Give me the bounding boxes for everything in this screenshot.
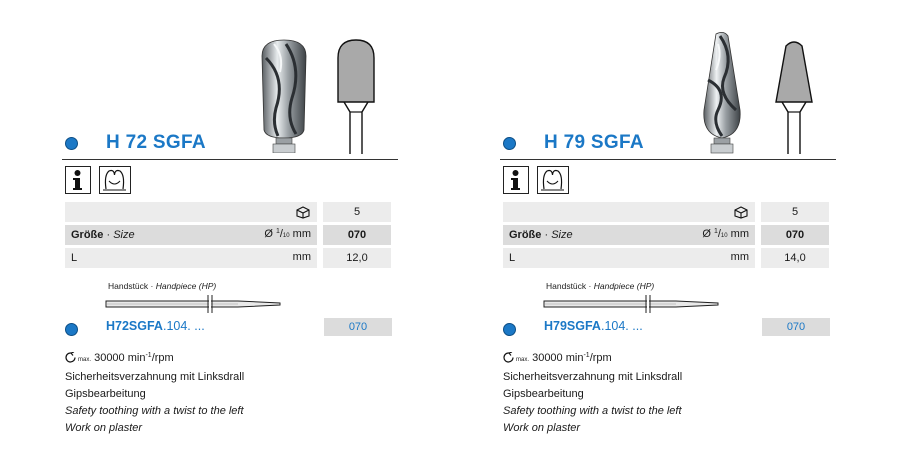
order-row <box>62 316 398 338</box>
order-code: H72SGFA.104. ... <box>106 319 205 333</box>
size-value: 070 <box>323 225 391 245</box>
handpiece-label: Handstück · Handpiece (HP) <box>108 281 217 291</box>
model-title-row <box>62 130 398 160</box>
handpiece-shank-drawing <box>542 293 722 315</box>
handpiece-label: Handstück · Handpiece (HP) <box>546 281 655 291</box>
size-row: Größe · Size Ø $^1$/10 mm 070 <box>503 225 829 245</box>
info-icon <box>65 166 91 194</box>
size-label-en: Size <box>551 229 573 241</box>
order-row <box>500 316 836 338</box>
package-icon <box>295 205 311 219</box>
note-en-1: Safety toothing with a twist to the left <box>503 405 682 417</box>
note-en-2: Work on plaster <box>65 422 143 434</box>
size-value: 070 <box>761 225 829 245</box>
bullet-dot <box>65 323 78 336</box>
length-label: L <box>71 252 78 264</box>
handpiece-shank-drawing <box>104 293 284 315</box>
notes <box>65 347 244 437</box>
note-de-2: Gipsbearbeitung <box>65 388 146 400</box>
teeth-icon <box>537 166 569 194</box>
model-title-row <box>500 130 836 160</box>
bullet-dot <box>503 323 516 336</box>
model-title: H 72 SGFA <box>106 132 206 153</box>
order-size: 070 <box>324 318 392 336</box>
note-de-1: Sicherheitsverzahnung mit Linksdrall <box>503 371 683 383</box>
length-row <box>503 248 829 268</box>
divider <box>62 159 398 160</box>
pack-qty: 5 <box>761 202 829 222</box>
rpm-line: max. 30000 $\min^{-1}$/rpm <box>65 347 244 369</box>
note-de-1: Sicherheitsverzahnung mit Linksdrall <box>65 371 245 383</box>
length-unit: mm <box>292 251 311 263</box>
product-panel-h79 <box>500 0 840 461</box>
product-panel-h72 <box>62 0 402 461</box>
info-icon <box>503 166 529 194</box>
note-en-1: Safety toothing with a twist to the left <box>65 405 244 417</box>
note-en-2: Work on plaster <box>503 422 581 434</box>
order-code: H79SGFA.104. ... <box>544 319 643 333</box>
size-unit: Ø $^1$/10 mm <box>702 228 749 240</box>
size-row: Größe · Size Ø $^1$/10 mm 070 <box>65 225 391 245</box>
notes <box>503 347 682 437</box>
bullet-dot <box>503 137 516 150</box>
length-unit: mm <box>730 251 749 263</box>
bullet-dot <box>65 137 78 150</box>
teeth-icon <box>99 166 131 194</box>
length-value: 14,0 <box>761 248 829 268</box>
length-value: 12,0 <box>323 248 391 268</box>
size-label-de: Größe <box>509 229 542 241</box>
rpm-icon <box>503 352 515 363</box>
model-title: H 79 SGFA <box>544 132 644 153</box>
pack-row <box>503 202 829 222</box>
package-icon <box>733 205 749 219</box>
note-de-2: Gipsbearbeitung <box>503 388 584 400</box>
order-size: 070 <box>762 318 830 336</box>
length-row <box>65 248 391 268</box>
size-label-en: Size <box>113 229 135 241</box>
length-label: L <box>509 252 516 264</box>
divider <box>500 159 836 160</box>
rpm-icon <box>65 352 77 363</box>
pack-row <box>65 202 391 222</box>
size-label-de: Größe <box>71 229 104 241</box>
rpm-line: max. 30000 $\min^{-1}$/rpm <box>503 347 682 369</box>
pack-qty: 5 <box>323 202 391 222</box>
size-unit: Ø $^1$/10 mm <box>264 228 311 240</box>
